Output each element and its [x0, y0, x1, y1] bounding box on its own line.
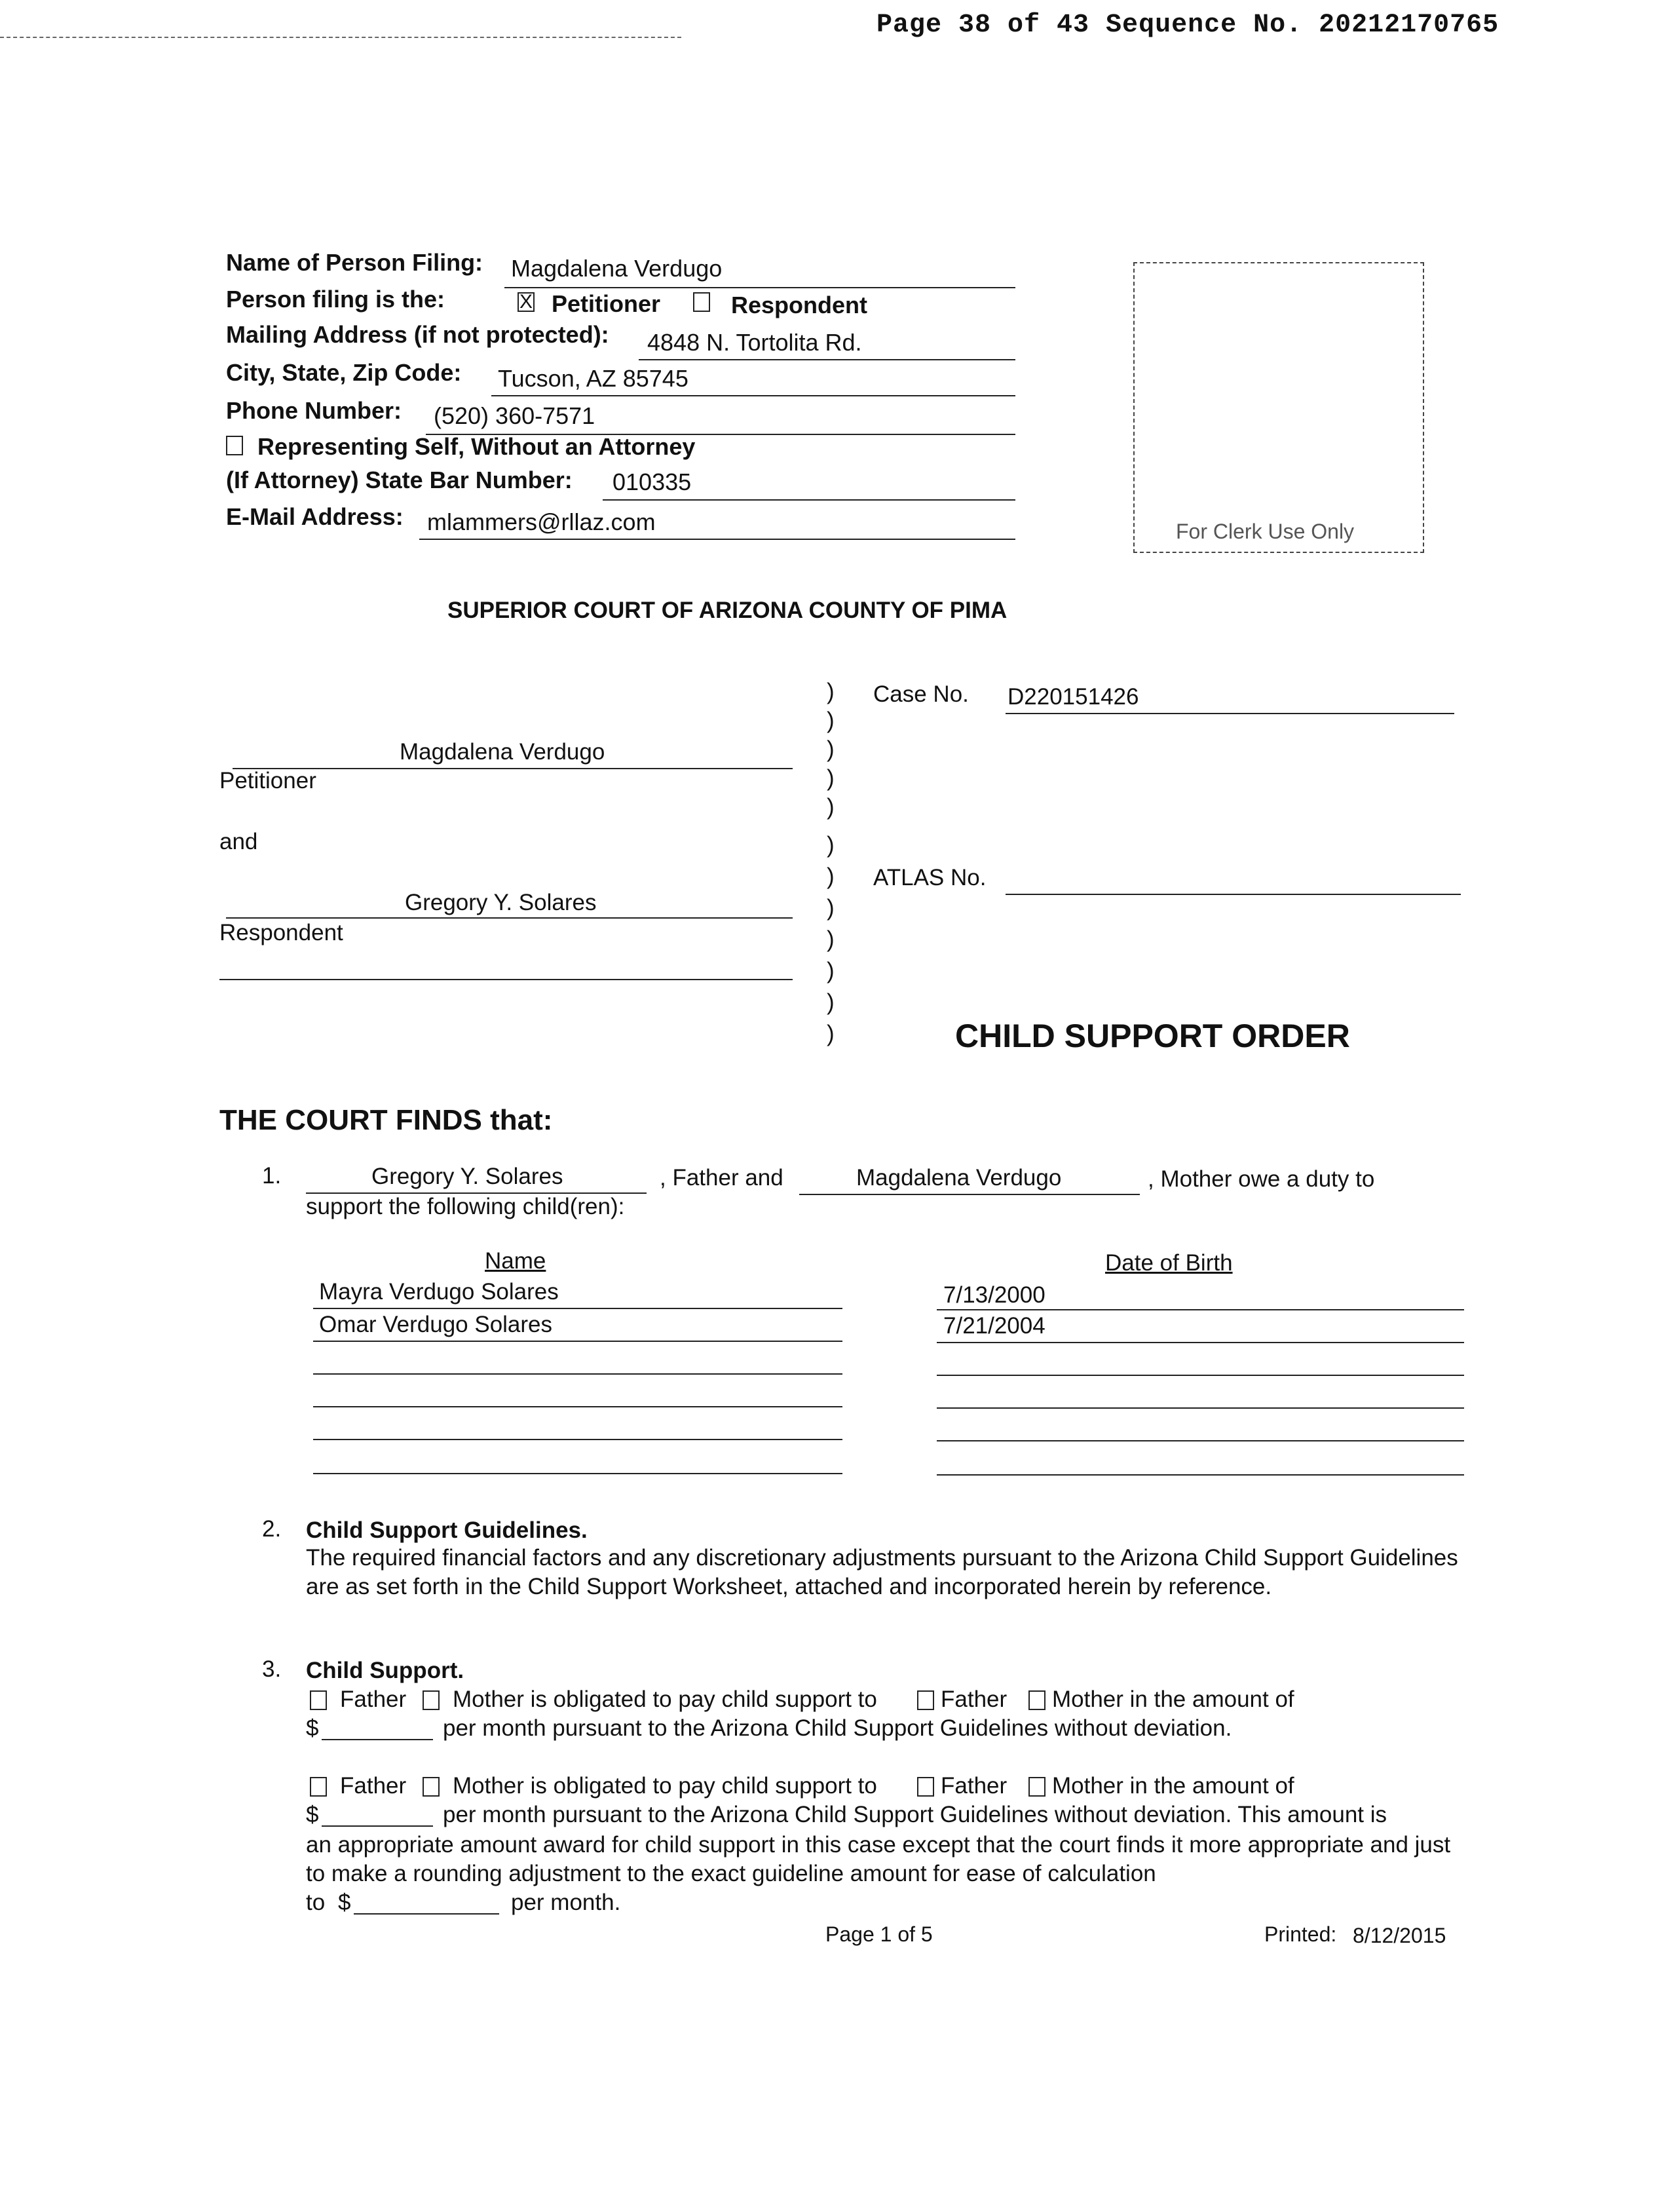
mother-payer-checkbox[interactable] [423, 1777, 440, 1797]
atlas-number-line [1006, 894, 1461, 895]
filer-name-value: Magdalena Verdugo [511, 255, 723, 282]
item2-title: Child Support Guidelines. [306, 1517, 588, 1543]
mailing-label: Mailing Address (if not protected): [226, 321, 609, 348]
self-representing-label: Representing Self, Without an Attorney [257, 433, 696, 460]
email-value: mlammers@rllaz.com [427, 508, 656, 535]
father-payee-label: Father [941, 1687, 1008, 1712]
child-dob-line [937, 1342, 1464, 1343]
child-name-line [313, 1439, 842, 1440]
filer-name-label: Name of Person Filing: [226, 249, 483, 276]
obligation-text: Mother is obligated to pay child support to [453, 1687, 877, 1712]
item1-father-name: Gregory Y. Solares [371, 1164, 563, 1189]
item2-number: 2. [262, 1516, 282, 1542]
item3-number: 3. [262, 1656, 282, 1682]
caption-petitioner-label: Petitioner [219, 768, 316, 793]
mother-payee-checkbox[interactable] [1028, 1690, 1046, 1710]
child-dob-line [937, 1407, 1464, 1409]
caption-petitioner-line [233, 768, 793, 769]
printed-label: Printed: [1264, 1922, 1337, 1946]
caption-paren: ) [827, 926, 835, 952]
father-payer-label: Father [340, 1687, 407, 1712]
caption-paren: ) [827, 989, 835, 1015]
caption-paren: ) [827, 794, 835, 820]
dollar-sign: $ [338, 1890, 351, 1915]
bar-number-label: (If Attorney) State Bar Number: [226, 467, 573, 493]
caption-paren: ) [827, 1021, 835, 1046]
rounded-amount-line [354, 1913, 499, 1915]
to-label: to [306, 1890, 326, 1915]
page-sequence-header: Page 38 of 43 Sequence No. 20212170765 [876, 10, 1499, 40]
father-payer-label: Father [340, 1773, 407, 1799]
child-dob-line [937, 1440, 1464, 1441]
self-representing-checkbox[interactable] [226, 436, 243, 455]
court-finds-heading: THE COURT FINDS that: [219, 1104, 553, 1136]
city-label: City, State, Zip Code: [226, 359, 462, 386]
item1-line2: support the following child(ren): [306, 1194, 625, 1219]
atlas-number-label: ATLAS No. [873, 865, 987, 890]
phone-value: (520) 360-7571 [434, 402, 595, 429]
caption-paren: ) [827, 958, 835, 983]
child-name-line [313, 1308, 842, 1309]
item2-body: The required financial factors and any discretionary adjustments pursuant to the Arizona Child Support Guidelines are as set forth in the Child Support Worksheet, attached and incorporated herein by reference. [306, 1545, 1458, 1599]
child-name-line [313, 1341, 842, 1342]
bar-number-value: 010335 [612, 468, 692, 495]
mother-payee-checkbox[interactable] [1028, 1777, 1046, 1797]
mailing-value: 4848 N. Tortolita Rd. [647, 329, 862, 356]
children-dob-header: Date of Birth [1105, 1250, 1233, 1276]
father-payee-checkbox[interactable] [917, 1777, 934, 1797]
per-month-end: per month. [511, 1890, 621, 1915]
father-payer-checkbox[interactable] [310, 1690, 327, 1710]
amount-blank-line [322, 1825, 433, 1827]
child-dob-line [937, 1474, 1464, 1476]
clerk-use-box [1133, 262, 1424, 553]
child-dob-line [937, 1309, 1464, 1310]
caption-paren: ) [827, 832, 835, 858]
case-number-label: Case No. [873, 681, 969, 707]
clerk-use-label: For Clerk Use Only [1176, 520, 1355, 543]
child-dob: 7/13/2000 [943, 1282, 1046, 1308]
caption-paren: ) [827, 864, 835, 889]
amount-text: Mother in the amount of [1052, 1687, 1294, 1712]
printed-date: 8/12/2015 [1353, 1924, 1446, 1947]
caption-blank-line [219, 979, 793, 980]
scan-artifact-line [0, 37, 681, 38]
child-name-line [313, 1473, 842, 1474]
caption-respondent-line [226, 917, 793, 919]
caption-paren: ) [827, 765, 835, 791]
per-month-text: per month pursuant to the Arizona Child Support Guidelines without deviation. [443, 1715, 1232, 1741]
child-name-line [313, 1406, 842, 1407]
child-name: Mayra Verdugo Solares [319, 1279, 559, 1305]
item1-mother-name: Magdalena Verdugo [856, 1165, 1062, 1191]
order-title: CHILD SUPPORT ORDER [955, 1018, 1350, 1054]
city-value: Tucson, AZ 85745 [498, 365, 688, 392]
dollar-sign: $ [306, 1715, 319, 1741]
mailing-line [639, 359, 1015, 360]
email-label: E-Mail Address: [226, 503, 404, 530]
item1-number: 1. [262, 1163, 282, 1189]
child-dob: 7/21/2004 [943, 1313, 1046, 1339]
email-line [419, 539, 1015, 540]
caption-paren: ) [827, 895, 835, 921]
obligation-text: Mother is obligated to pay child support to [453, 1773, 877, 1799]
caption-paren: ) [827, 736, 835, 762]
caption-paren: ) [827, 708, 835, 733]
item1-mother-text: , Mother owe a duty to [1148, 1166, 1375, 1192]
father-payee-checkbox[interactable] [917, 1690, 934, 1710]
caption-respondent-label: Respondent [219, 920, 343, 945]
city-line [491, 395, 1015, 396]
page-number: Page 1 of 5 [825, 1922, 933, 1946]
bar-number-line [603, 499, 1015, 501]
father-payee-label: Father [941, 1773, 1008, 1799]
caption-paren: ) [827, 679, 835, 704]
child-name-line [313, 1373, 842, 1375]
child-dob-line [937, 1375, 1464, 1376]
case-number-value: D220151426 [1008, 684, 1139, 710]
item1-father-text: , Father and [660, 1165, 783, 1191]
amount-blank-line [322, 1739, 433, 1740]
court-title: SUPERIOR COURT OF ARIZONA COUNTY OF PIMA [447, 598, 1008, 623]
rounding-text: an appropriate amount award for child support in this case except that the court finds it more appropriate and just to make a rounding adjustment to the exact guideline amount for ease of calculation [306, 1832, 1451, 1886]
dollar-sign: $ [306, 1802, 319, 1827]
filer-name-line [504, 287, 1015, 288]
amount-text: Mother in the amount of [1052, 1773, 1294, 1799]
petitioner-checkbox[interactable]: X [518, 292, 535, 312]
father-payer-checkbox[interactable] [310, 1777, 327, 1797]
item3-title: Child Support. [306, 1658, 464, 1683]
respondent-label: Respondent [731, 292, 868, 318]
respondent-checkbox[interactable] [693, 292, 710, 312]
child-name: Omar Verdugo Solares [319, 1312, 553, 1337]
caption-and-label: and [219, 829, 258, 854]
mother-payer-checkbox[interactable] [423, 1690, 440, 1710]
case-number-line [1006, 713, 1454, 714]
caption-respondent-name: Gregory Y. Solares [405, 890, 597, 915]
item1-mother-line [799, 1194, 1140, 1195]
children-name-header: Name [485, 1248, 546, 1274]
caption-petitioner-name: Magdalena Verdugo [400, 739, 605, 765]
filer-role-label: Person filing is the: [226, 286, 445, 313]
phone-label: Phone Number: [226, 397, 402, 424]
petitioner-label: Petitioner [552, 290, 661, 317]
per-month-text: per month pursuant to the Arizona Child Support Guidelines without deviation. This amount is [443, 1802, 1387, 1827]
